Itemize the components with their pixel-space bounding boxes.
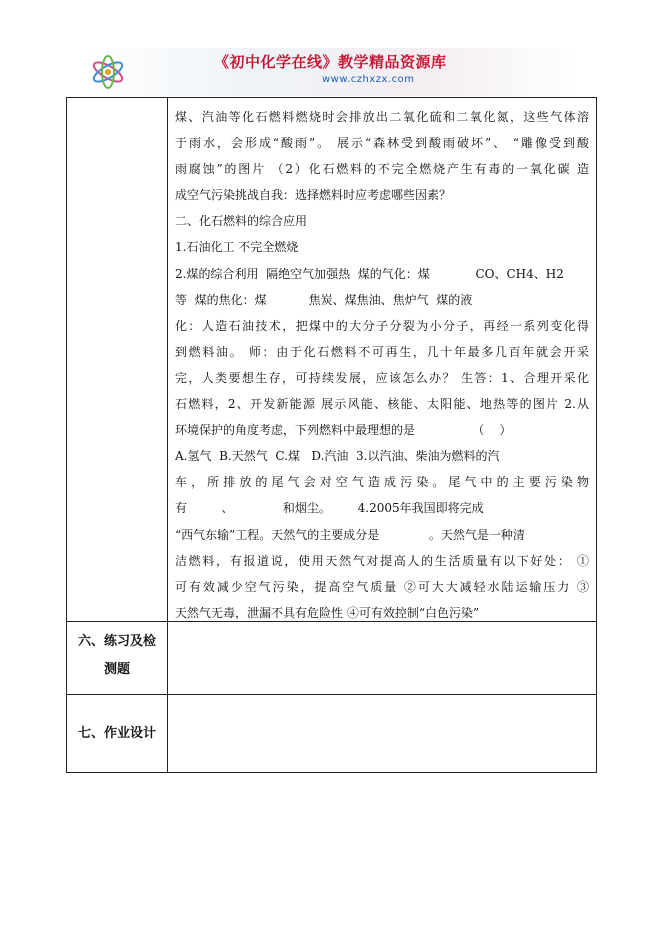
practice-row-label bbox=[67, 628, 167, 684]
content-line: 石燃料，2、开发新能源 展示风能、核能、太阳能、地热等的图片 2.从 bbox=[175, 397, 589, 412]
content-line: 天然气无毒，泄漏不具有危险性 ④可有效控制“白色污染” bbox=[175, 605, 480, 620]
content-line: 二、化石燃料的综合应用 bbox=[175, 214, 308, 229]
banner-url: www.czhxzx.com bbox=[322, 74, 415, 85]
content-line: 环境保护的角度考虑，下列燃料中最理想的是 （ ） bbox=[175, 423, 512, 438]
content-line: 1.石油化工 不完全燃烧 bbox=[175, 240, 299, 255]
practice-label-line2: 测题 bbox=[103, 662, 130, 677]
content-line: 等 煤的焦化：煤 焦炭、煤焦油、焦炉气 煤的液 bbox=[175, 292, 473, 307]
atom-logo-icon bbox=[86, 52, 130, 92]
practice-label-line1: 六、练习及检 bbox=[77, 634, 156, 649]
content-line: 2.煤的综合利用 隔绝空气加强热 煤的气化：煤 CO、CH4、H2 bbox=[175, 266, 564, 281]
header-banner bbox=[82, 48, 579, 96]
lesson-table bbox=[66, 97, 597, 773]
lesson-content bbox=[175, 104, 589, 626]
content-line: A.氢气 B.天然气 C.煤 D.汽油 3.以汽油、柴油为燃料的汽 bbox=[175, 449, 500, 464]
banner-title: 《初中化学在线》教学精品资源库 bbox=[214, 53, 447, 71]
row-divider-2 bbox=[67, 694, 596, 695]
homework-row-label: 七、作业设计 bbox=[77, 726, 156, 741]
content-line: 雨腐蚀”的图片 （2）化石燃料的不完全燃烧产生有毒的一氧化碳 造 bbox=[175, 162, 589, 177]
content-line: 于雨水，会形成“酸雨”。 展示“森林受到酸雨破坏”、 “雕像受到酸 bbox=[175, 136, 589, 151]
content-line: 有 、 和烟尘。 4.2005年我国即将完成 bbox=[175, 501, 484, 516]
content-line: 洁燃料，有报道说，使用天然气对提高人的生活质量有以下好处： ① bbox=[175, 553, 589, 568]
content-line: 完，人类要想生存，可持续发展，应该怎么办？ 生答：1、合理开采化 bbox=[175, 370, 589, 385]
content-line: “西气东输”工程。天然气的主要成分是 。天然气是一种清 bbox=[175, 527, 525, 542]
content-line: 化：人造石油技术，把煤中的大分子分裂为小分子，再经一系列变化得 bbox=[175, 318, 589, 333]
content-line: 可有效减少空气污染，提高空气质量 ②可大大减轻水陆运输压力 ③ bbox=[175, 579, 589, 594]
content-line: 成空气污染挑战自我：选择燃料时应考虑哪些因素？ bbox=[175, 188, 452, 203]
content-line: 到燃料油。 师：由于化石燃料不可再生，几十年最多几百年就会开采 bbox=[175, 344, 589, 359]
column-divider bbox=[167, 98, 168, 772]
content-line: 车，所排放的尾气会对空气造成污染。尾气中的主要污染物 bbox=[175, 475, 589, 490]
content-line: 煤、汽油等化石燃料燃烧时会排放出二氧化硫和二氧化氮，这些气体溶 bbox=[175, 110, 589, 124]
